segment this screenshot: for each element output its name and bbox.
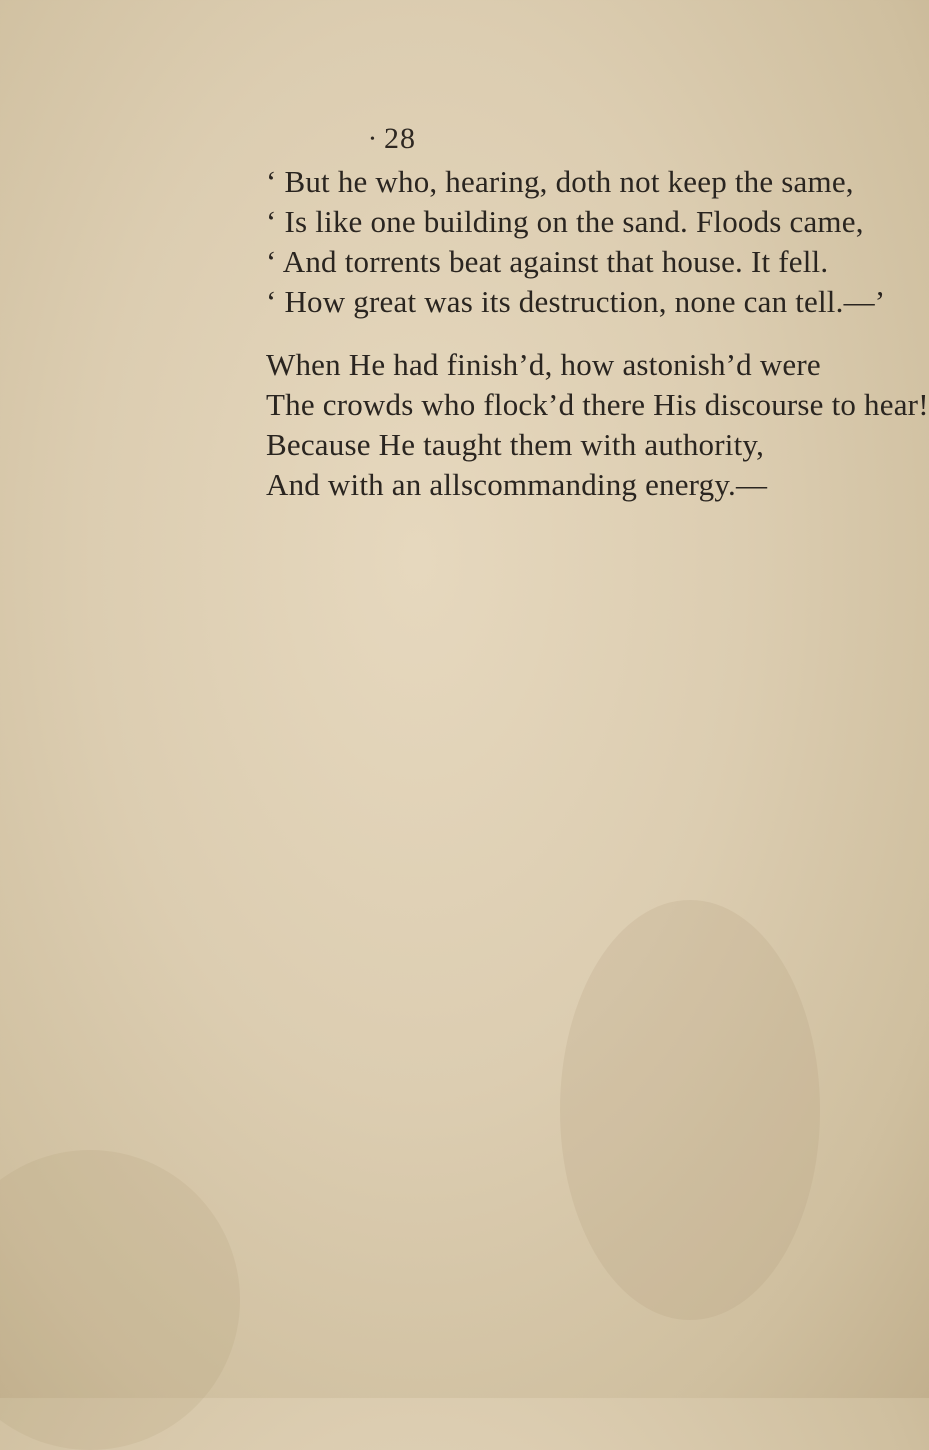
paper-stain — [0, 1150, 240, 1450]
verse-line: ‘ And torrents beat against that house. It fell. — [266, 244, 829, 279]
verse-line: ‘ Is like one building on the sand. Floods came, — [266, 204, 864, 239]
verse-line: ‘ How great was its destruction, none can tell.—’ — [266, 284, 886, 319]
page-number — [0, 122, 800, 156]
verse-line: When He had finish’d, how astonish’d were — [266, 347, 821, 382]
page-number-text: 28 — [384, 122, 416, 155]
paper-stain — [560, 900, 820, 1320]
verse-line: The crowds who flock’d there His discourse to hear! — [266, 387, 929, 422]
stanza-1 — [266, 162, 885, 322]
stanza-2 — [266, 345, 929, 505]
verse-line: ‘ But he who, hearing, doth not keep the same, — [266, 164, 854, 199]
verse-line: Because He taught them with authority, — [266, 427, 765, 462]
verse-line: And with an allscommanding energy.— — [266, 467, 768, 502]
page-mark: • — [370, 132, 376, 147]
